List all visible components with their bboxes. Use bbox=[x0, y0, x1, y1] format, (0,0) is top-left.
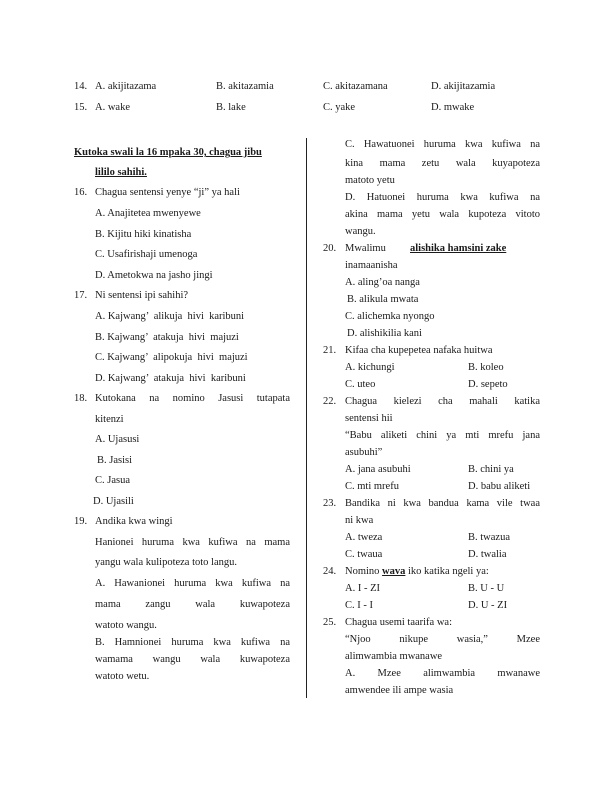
q18-text: Kutokana na nomino Jasusi tutapata bbox=[95, 393, 290, 404]
q24-text-post: iko katika ngeli ya: bbox=[408, 566, 489, 577]
q24-option-b: B. U - U bbox=[468, 583, 505, 594]
q24-text bbox=[345, 566, 489, 578]
q21-option-d: D. sepeto bbox=[468, 379, 508, 390]
q15-option-c: C. yake bbox=[323, 102, 356, 113]
q16-option-d: D. Ametokwa na jasho jingi bbox=[95, 270, 213, 281]
q14-option-d: D. akijitazamia bbox=[431, 81, 496, 92]
q24-text-pre: Nomino bbox=[345, 566, 380, 577]
q14-option-a: A. akijitazama bbox=[95, 81, 157, 92]
q18-option-a: A. Ujasusi bbox=[95, 434, 140, 445]
q21-text: Kifaa cha kupepetea nafaka huitwa bbox=[345, 345, 493, 356]
q20-text-cont: inamaanisha bbox=[345, 260, 398, 271]
q23-text-cont: ni kwa bbox=[345, 515, 374, 526]
q18-text-cont: kitenzi bbox=[95, 414, 124, 425]
q19-option-c-end: matoto yetu bbox=[345, 175, 395, 186]
q15-option-d: D. mwake bbox=[431, 102, 475, 113]
q25-text: Chagua usemi taarifa wa: bbox=[345, 617, 452, 628]
q16-option-b: B. Kijitu hiki kinatisha bbox=[95, 229, 192, 240]
q22-number: 22. bbox=[323, 396, 337, 407]
section-instruction-cont: lililo sahihi. bbox=[95, 167, 147, 178]
q19-option-d-end: wangu. bbox=[345, 226, 376, 237]
q17-text: Ni sentensi ipi sahihi? bbox=[95, 290, 189, 301]
q25-option-a: A. Mzee alimwambia mwanawe bbox=[345, 668, 540, 679]
q16-number: 16. bbox=[74, 187, 88, 198]
q23-text: Bandika ni kwa bandua kama vile twaa bbox=[345, 498, 540, 509]
q20-text-pre: Mwalimu bbox=[345, 243, 386, 254]
q18-option-b: B. Jasisi bbox=[97, 455, 133, 466]
q21-option-b: B. koleo bbox=[468, 362, 504, 373]
q20-option-c: C. alichemka nyongo bbox=[345, 311, 435, 322]
q14-option-b: B. akitazamia bbox=[216, 81, 274, 92]
q20-option-a: A. aling’oa nanga bbox=[345, 277, 420, 288]
q22-option-c: C. mti mrefu bbox=[345, 481, 399, 492]
q22-option-d: D. babu aliketi bbox=[468, 481, 531, 492]
q24-number: 24. bbox=[323, 566, 337, 577]
q23-option-a: A. tweza bbox=[345, 532, 383, 543]
q20-option-d: D. alishikilia kani bbox=[347, 328, 422, 339]
q21-option-c: C. uteo bbox=[345, 379, 376, 390]
q23-option-c: C. twaua bbox=[345, 549, 383, 560]
q17-option-d: D. Kajwang’ atakuja hivi karibuni bbox=[95, 373, 246, 384]
q14-number: 14. bbox=[74, 81, 88, 92]
q17-option-a: A. Kajwang’ alikuja hivi karibuni bbox=[95, 311, 245, 322]
q19-sentence-cont: yangu wala kulipoteza toto langu. bbox=[95, 557, 238, 568]
q19-option-c: C. Hawatuonei huruma kwa kufiwa na bbox=[345, 139, 540, 150]
q19-text: Andika kwa wingi bbox=[95, 516, 173, 527]
q20-number: 20. bbox=[323, 243, 337, 254]
q21-number: 21. bbox=[323, 345, 337, 356]
column-divider bbox=[306, 138, 307, 698]
q19-option-a: A. Hawanionei huruma kwa kufiwa na bbox=[95, 578, 290, 589]
q19-option-b-end: watoto wetu. bbox=[95, 671, 150, 682]
q15-number: 15. bbox=[74, 102, 88, 113]
section-instruction: Kutoka swali la 16 mpaka 30, chagua jibu bbox=[74, 147, 262, 158]
q16-option-c: C. Usafirishaji umenoga bbox=[95, 249, 198, 260]
q16-text: Chagua sentensi yenye “ji” ya hali bbox=[95, 187, 240, 198]
q19-option-d: D. Hatuonei huruma kwa kufiwa na bbox=[345, 192, 540, 203]
q19-option-d-cont: akina mama yetu wala kupoteza vitoto bbox=[345, 209, 540, 220]
q25-sentence: “Njoo nikupe wasia,” Mzee bbox=[345, 634, 540, 645]
q17-option-c: C. Kajwang’ alipokuja hivi majuzi bbox=[95, 352, 248, 363]
q23-option-d: D. twalia bbox=[468, 549, 507, 560]
q15-option-a: A. wake bbox=[95, 102, 130, 113]
q22-option-b: B. chini ya bbox=[468, 464, 514, 475]
q22-option-a: A. jana asubuhi bbox=[345, 464, 411, 475]
q24-option-a: A. I - ZI bbox=[345, 583, 380, 594]
q18-option-d: D. Ujasili bbox=[93, 496, 134, 507]
q20-phrase: alishika hamsini zake bbox=[410, 243, 507, 254]
q19-sentence: Hanionei huruma kwa kufiwa na mama bbox=[95, 537, 290, 548]
q19-option-a-end: watoto wangu. bbox=[95, 620, 157, 631]
q22-text: Chagua kielezi cha mahali katika bbox=[345, 396, 540, 407]
q19-number: 19. bbox=[74, 516, 88, 527]
q18-number: 18. bbox=[74, 393, 88, 404]
q24-option-c: C. I - I bbox=[345, 600, 373, 611]
q19-option-c-cont: kina mama zetu wala kuyapoteza bbox=[345, 158, 540, 169]
q15-option-b: B. lake bbox=[216, 102, 246, 113]
q19-option-a-cont: mama zangu wala kuwapoteza bbox=[95, 599, 290, 610]
q20-text bbox=[345, 243, 540, 255]
q25-option-a-cont: amwendee ili ampe wasia bbox=[345, 685, 454, 696]
q20-option-b: B. alikula mwata bbox=[347, 294, 419, 305]
q24-word: wava bbox=[382, 566, 406, 577]
q22-sentence-cont: asubuhi” bbox=[345, 447, 383, 458]
q14-option-c: C. akitazamana bbox=[323, 81, 388, 92]
q19-option-b: B. Hamnionei huruma kwa kufiwa na bbox=[95, 637, 290, 648]
q19-option-b-cont: wamama wangu wala kuwapoteza bbox=[95, 654, 290, 665]
q23-number: 23. bbox=[323, 498, 337, 509]
q22-sentence: “Babu aliketi chini ya mti mrefu jana bbox=[345, 430, 540, 441]
q17-number: 17. bbox=[74, 290, 88, 301]
q25-number: 25. bbox=[323, 617, 337, 628]
q24-option-d: D. U - ZI bbox=[468, 600, 508, 611]
q17-option-b: B. Kajwang’ atakuja hivi majuzi bbox=[95, 332, 239, 343]
q21-option-a: A. kichungi bbox=[345, 362, 395, 373]
q25-sentence-cont: alimwambia mwanawe bbox=[345, 651, 443, 662]
q18-option-c: C. Jasua bbox=[95, 475, 130, 486]
q23-option-b: B. twazua bbox=[468, 532, 510, 543]
q16-option-a: A. Anajitetea mwenyewe bbox=[95, 208, 201, 219]
q22-text-cont: sentensi hii bbox=[345, 413, 393, 424]
